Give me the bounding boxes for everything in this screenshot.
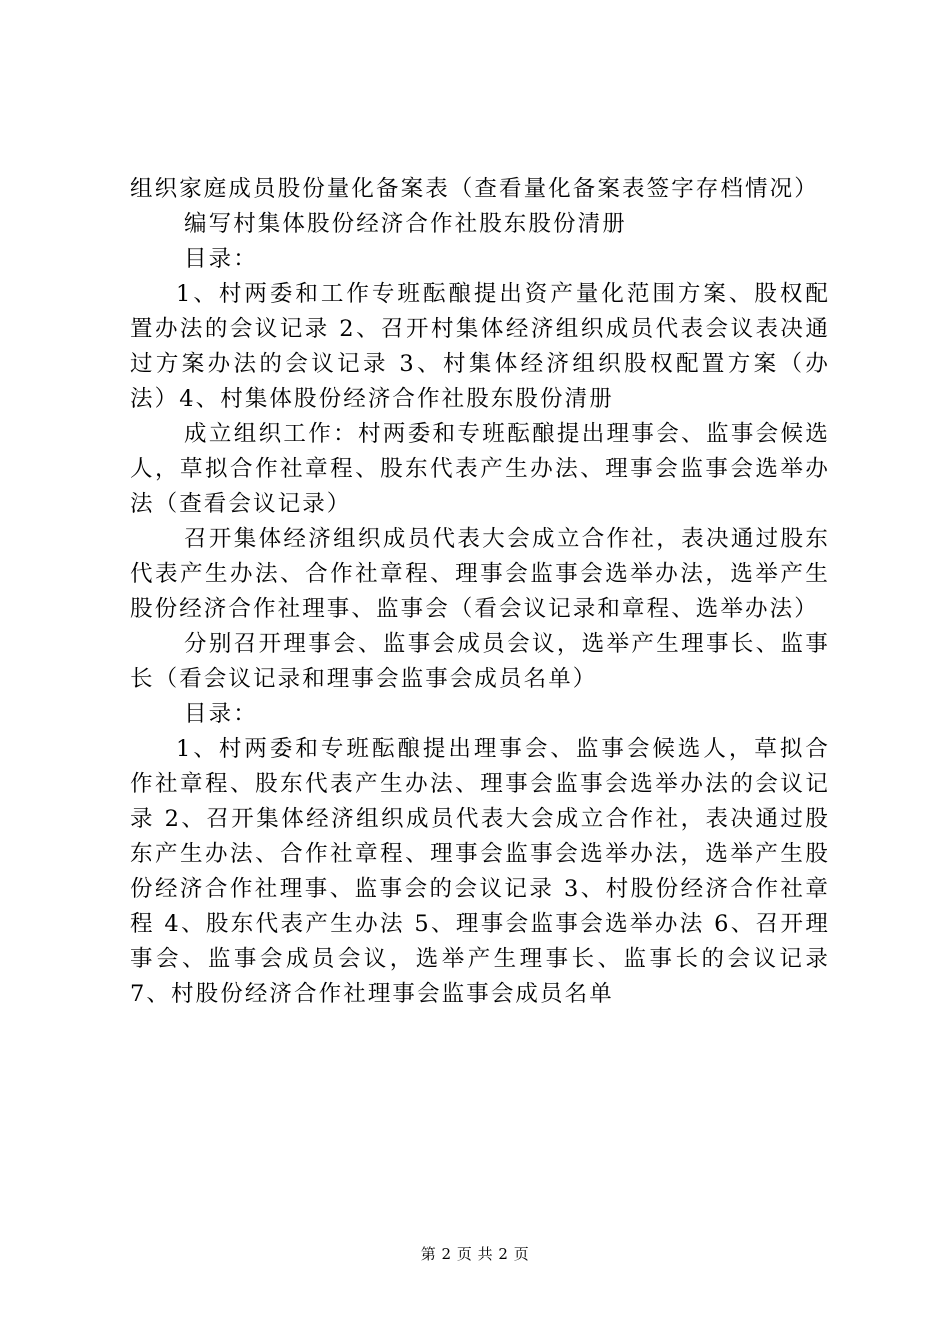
catalog-list-1: 1、村两委和工作专班酝酿提出资产量化范围方案、股权配置办法的会议记录 2、召开村集体经济组织成员代表会议表决通过方案办法的会议记录 3、村集体经济组织股权配置方案（办法）4、村集体股份经济合作社股东股份清册	[130, 281, 830, 412]
paragraph-organization-setup: 成立组织工作：村两委和专班酝酿提出理事会、监事会候选人，草拟合作社章程、股东代表产生办法、理事会监事会选举办法（查看会议记录）	[130, 421, 830, 517]
paragraph-member-congress: 召开集体经济组织成员代表大会成立合作社，表决通过股东代表产生办法、合作社章程、理事会监事会选举办法，选举产生股份经济合作社理事、监事会（看会议记录和章程、选举办法）	[130, 526, 830, 622]
catalog-heading: 目录：	[184, 246, 258, 272]
page-number-footer: 第 2 页 共 2 页	[420, 1245, 530, 1263]
catalog-heading: 目录：	[184, 701, 258, 727]
document-body	[130, 172, 830, 1012]
paragraph-council-elections: 分别召开理事会、监事会成员会议，选举产生理事长、监事长（看会议记录和理事会监事会成员名单）	[130, 631, 830, 692]
paragraph-compile-roster: 编写村集体股份经济合作社股东股份清册	[184, 211, 627, 237]
catalog-list-2: 1、村两委和专班酝酿提出理事会、监事会候选人，草拟合作社章程、股东代表产生办法、理事会监事会选举办法的会议记录 2、召开集体经济组织成员代表大会成立合作社，表决通过股东产生办法、合作社章程、理事会监事会选举办法，选举产生股份经济合作社理事、监事会的会议记录 3、村股份经济合作社章程 4、股东代表产生办法 5、理事会监事会选举办法 6、召开理事会、监事会成员会议，选举产生理事长、监事长的会议记录 7、村股份经济合作社理事会监事会成员名单	[130, 736, 830, 1007]
paragraph-household-share-record: 组织家庭成员股份量化备案表（查看量化备案表签字存档情况）	[130, 176, 819, 202]
